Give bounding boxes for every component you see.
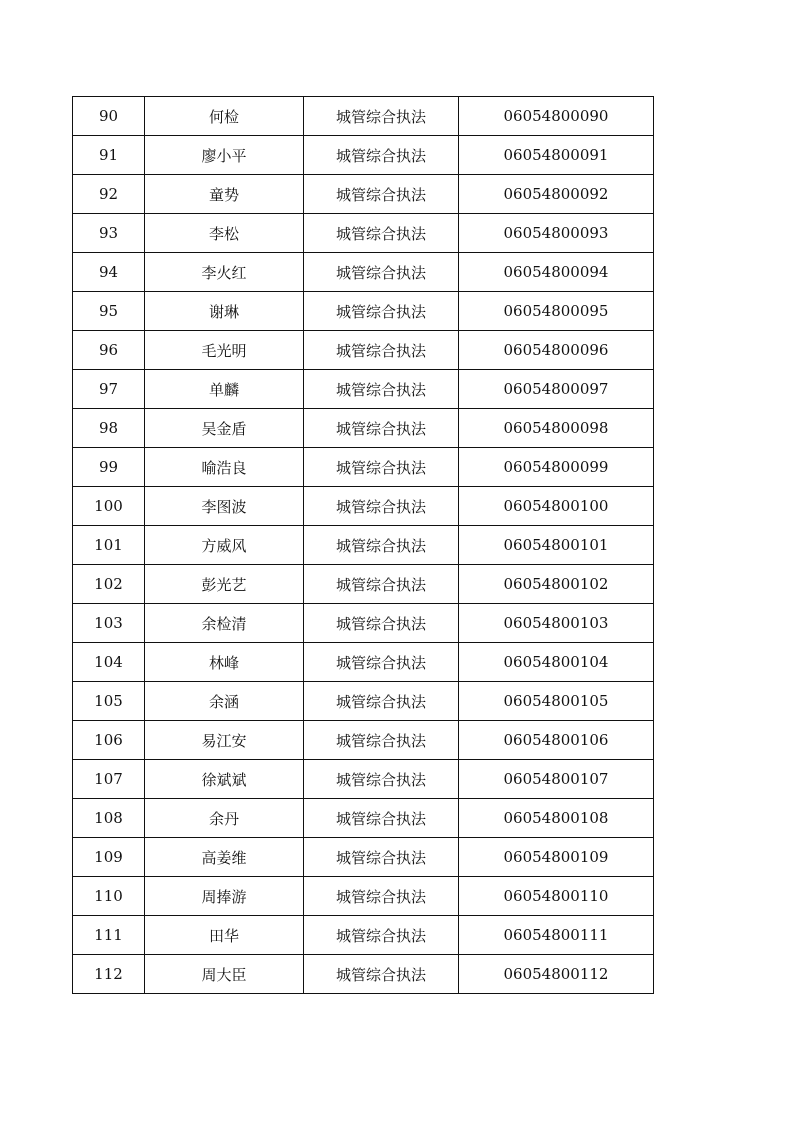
- name-cell: 周大臣: [145, 955, 304, 994]
- table-row: [73, 643, 654, 682]
- name-cell: 方威风: [145, 526, 304, 565]
- unit-cell: 城管综合执法: [304, 526, 459, 565]
- name-cell: 田华: [145, 916, 304, 955]
- unit-cell: 城管综合执法: [304, 409, 459, 448]
- row-number-cell: 106: [73, 721, 145, 760]
- certificate-number-cell: 06054800093: [459, 214, 654, 253]
- certificate-number-cell: 06054800098: [459, 409, 654, 448]
- certificate-number-cell: 06054800103: [459, 604, 654, 643]
- table-row: [73, 97, 654, 136]
- certificate-number-cell: 06054800102: [459, 565, 654, 604]
- table-row: [73, 214, 654, 253]
- table-row: [73, 409, 654, 448]
- unit-cell: 城管综合执法: [304, 214, 459, 253]
- name-cell: 徐斌斌: [145, 760, 304, 799]
- row-number-cell: 111: [73, 916, 145, 955]
- unit-cell: 城管综合执法: [304, 682, 459, 721]
- table-row: [73, 487, 654, 526]
- unit-cell: 城管综合执法: [304, 955, 459, 994]
- certificate-number-cell: 06054800099: [459, 448, 654, 487]
- row-number-cell: 99: [73, 448, 145, 487]
- unit-cell: 城管综合执法: [304, 487, 459, 526]
- certificate-number-cell: 06054800110: [459, 877, 654, 916]
- table-row: [73, 253, 654, 292]
- unit-cell: 城管综合执法: [304, 136, 459, 175]
- table-row: [73, 331, 654, 370]
- unit-cell: 城管综合执法: [304, 565, 459, 604]
- name-cell: 吴金盾: [145, 409, 304, 448]
- unit-cell: 城管综合执法: [304, 760, 459, 799]
- unit-cell: 城管综合执法: [304, 877, 459, 916]
- certificate-number-cell: 06054800107: [459, 760, 654, 799]
- row-number-cell: 91: [73, 136, 145, 175]
- table-row: [73, 721, 654, 760]
- row-number-cell: 95: [73, 292, 145, 331]
- row-number-cell: 92: [73, 175, 145, 214]
- table-row: [73, 799, 654, 838]
- table-row: [73, 682, 654, 721]
- unit-cell: 城管综合执法: [304, 292, 459, 331]
- unit-cell: 城管综合执法: [304, 97, 459, 136]
- row-number-cell: 108: [73, 799, 145, 838]
- certificate-number-cell: 06054800106: [459, 721, 654, 760]
- unit-cell: 城管综合执法: [304, 799, 459, 838]
- name-cell: 余检清: [145, 604, 304, 643]
- row-number-cell: 109: [73, 838, 145, 877]
- certificate-number-cell: 06054800090: [459, 97, 654, 136]
- name-cell: 喻浩良: [145, 448, 304, 487]
- certificate-number-cell: 06054800105: [459, 682, 654, 721]
- table-row: [73, 526, 654, 565]
- row-number-cell: 105: [73, 682, 145, 721]
- table-row: [73, 370, 654, 409]
- certificate-number-cell: 06054800112: [459, 955, 654, 994]
- row-number-cell: 93: [73, 214, 145, 253]
- row-number-cell: 97: [73, 370, 145, 409]
- row-number-cell: 94: [73, 253, 145, 292]
- name-cell: 毛光明: [145, 331, 304, 370]
- table-row: [73, 448, 654, 487]
- unit-cell: 城管综合执法: [304, 253, 459, 292]
- unit-cell: 城管综合执法: [304, 916, 459, 955]
- name-cell: 余丹: [145, 799, 304, 838]
- table-row: [73, 565, 654, 604]
- row-number-cell: 110: [73, 877, 145, 916]
- certificate-number-cell: 06054800092: [459, 175, 654, 214]
- certificate-number-cell: 06054800100: [459, 487, 654, 526]
- table-row: [73, 760, 654, 799]
- table-row: [73, 916, 654, 955]
- certificate-number-cell: 06054800101: [459, 526, 654, 565]
- name-cell: 李火红: [145, 253, 304, 292]
- row-number-cell: 112: [73, 955, 145, 994]
- table-row: [73, 292, 654, 331]
- table-row: [73, 604, 654, 643]
- name-cell: 李松: [145, 214, 304, 253]
- unit-cell: 城管综合执法: [304, 838, 459, 877]
- table-row: [73, 175, 654, 214]
- unit-cell: 城管综合执法: [304, 448, 459, 487]
- row-number-cell: 90: [73, 97, 145, 136]
- name-cell: 谢琳: [145, 292, 304, 331]
- certificate-number-cell: 06054800097: [459, 370, 654, 409]
- name-cell: 李图波: [145, 487, 304, 526]
- name-cell: 林峰: [145, 643, 304, 682]
- table-row: [73, 955, 654, 994]
- row-number-cell: 107: [73, 760, 145, 799]
- unit-cell: 城管综合执法: [304, 175, 459, 214]
- certificate-number-cell: 06054800091: [459, 136, 654, 175]
- name-cell: 余涵: [145, 682, 304, 721]
- row-number-cell: 96: [73, 331, 145, 370]
- row-number-cell: 104: [73, 643, 145, 682]
- unit-cell: 城管综合执法: [304, 721, 459, 760]
- row-number-cell: 101: [73, 526, 145, 565]
- certificate-number-cell: 06054800096: [459, 331, 654, 370]
- certificate-number-cell: 06054800109: [459, 838, 654, 877]
- name-cell: 彭光艺: [145, 565, 304, 604]
- name-cell: 单麟: [145, 370, 304, 409]
- unit-cell: 城管综合执法: [304, 370, 459, 409]
- certificate-number-cell: 06054800104: [459, 643, 654, 682]
- unit-cell: 城管综合执法: [304, 331, 459, 370]
- certificate-number-cell: 06054800095: [459, 292, 654, 331]
- roster-table: [72, 96, 654, 994]
- certificate-number-cell: 06054800111: [459, 916, 654, 955]
- table-row: [73, 136, 654, 175]
- table-row: [73, 877, 654, 916]
- unit-cell: 城管综合执法: [304, 604, 459, 643]
- name-cell: 周捧游: [145, 877, 304, 916]
- name-cell: 易江安: [145, 721, 304, 760]
- name-cell: 廖小平: [145, 136, 304, 175]
- row-number-cell: 103: [73, 604, 145, 643]
- name-cell: 高姜维: [145, 838, 304, 877]
- row-number-cell: 98: [73, 409, 145, 448]
- row-number-cell: 102: [73, 565, 145, 604]
- roster-body: [73, 97, 654, 994]
- unit-cell: 城管综合执法: [304, 643, 459, 682]
- certificate-number-cell: 06054800094: [459, 253, 654, 292]
- row-number-cell: 100: [73, 487, 145, 526]
- name-cell: 童势: [145, 175, 304, 214]
- name-cell: 何检: [145, 97, 304, 136]
- table-row: [73, 838, 654, 877]
- certificate-number-cell: 06054800108: [459, 799, 654, 838]
